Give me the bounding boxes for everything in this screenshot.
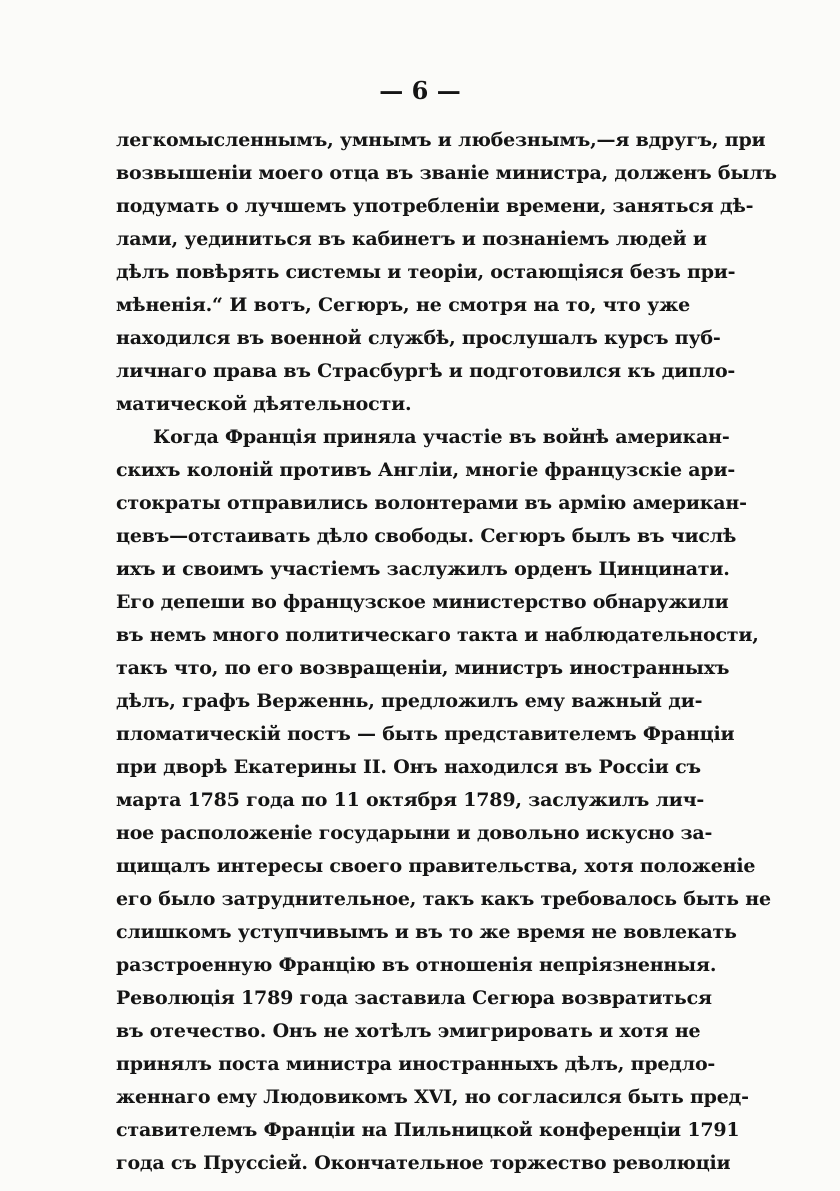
body-text xyxy=(116,124,777,1180)
text-line: разстроенную Францію въ отношенія непріязненныя. xyxy=(116,954,717,976)
text-line: стократы отправились волонтерами въ армію американ- xyxy=(116,492,747,514)
text-line: марта 1785 года по 11 октября 1789, заслужилъ лич- xyxy=(116,789,705,811)
text-line: женнаго ему Людовикомъ XVI, но согласился быть пред- xyxy=(116,1086,749,1108)
text-line: слишкомъ уступчивымъ и въ то же время не вовлекать xyxy=(116,921,737,943)
text-line: дѣлъ повѣрять системы и теоріи, остающіяся безъ при- xyxy=(116,261,736,283)
text-line: дѣлъ, графъ Верженнь, предложилъ ему важный ди- xyxy=(116,690,703,712)
paragraph-end-line: матической дѣятельности. xyxy=(116,393,412,415)
text-line: легкомысленнымъ, умнымъ и любезнымъ,—я вдругъ, при xyxy=(116,129,766,151)
text-line: года съ Пруссіей. Окончательное торжество революціи xyxy=(116,1152,731,1174)
text-line: мѣненія.“ И вотъ, Сегюръ, не смотря на то, что уже xyxy=(116,294,690,316)
text-line: возвышеніи моего отца въ званіе министра, долженъ былъ xyxy=(116,162,777,184)
text-line: пломатическій постъ — быть представителемъ Франціи xyxy=(116,723,735,745)
text-line: лами, уединиться въ кабинетъ и познаніемъ людей и xyxy=(116,228,707,250)
text-line: личнаго права въ Страсбургѣ и подготовился къ дипло- xyxy=(116,360,736,382)
text-line: цевъ—отстаивать дѣло свободы. Сегюръ былъ въ числѣ xyxy=(116,525,737,547)
text-line: ное расположеніе государыни и довольно искусно за- xyxy=(116,822,713,844)
text-line: ставителемъ Франціи на Пильницкой конференціи 1791 xyxy=(116,1119,740,1141)
text-line: ихъ и своимъ участіемъ заслужилъ орденъ Цинцинати. xyxy=(116,558,730,580)
text-line: Революція 1789 года заставила Сегюра возвратиться xyxy=(116,987,712,1009)
text-line: находился въ военной службѣ, прослушалъ курсъ пуб- xyxy=(116,327,721,349)
text-line: щищалъ интересы своего правительства, хотя положеніе xyxy=(116,855,756,877)
text-line: скихъ колоній противъ Англіи, многіе французскіе ари- xyxy=(116,459,736,481)
text-line: подумать о лучшемъ употребленіи времени, заняться дѣ- xyxy=(116,195,754,217)
text-line: Его депеши во французское министерство обнаружили xyxy=(116,591,729,613)
paragraph-first-line: Когда Франція приняла участіе въ войнѣ американ- xyxy=(153,426,730,448)
text-line: при дворѣ Екатерины II. Онъ находился въ Россіи съ xyxy=(116,756,701,778)
text-line: такъ что, по его возвращеніи, министръ иностранныхъ xyxy=(116,657,730,679)
text-line: принялъ поста министра иностранныхъ дѣлъ, предло- xyxy=(116,1053,716,1075)
text-line: въ немъ много политическаго такта и наблюдательности, xyxy=(116,624,759,646)
page-number: — 6 — xyxy=(379,76,461,105)
text-line: его было затруднительное, такъ какъ требовалось быть не xyxy=(116,888,771,910)
text-line: въ отечество. Онъ не хотѣлъ эмигрировать и хотя не xyxy=(116,1020,701,1042)
